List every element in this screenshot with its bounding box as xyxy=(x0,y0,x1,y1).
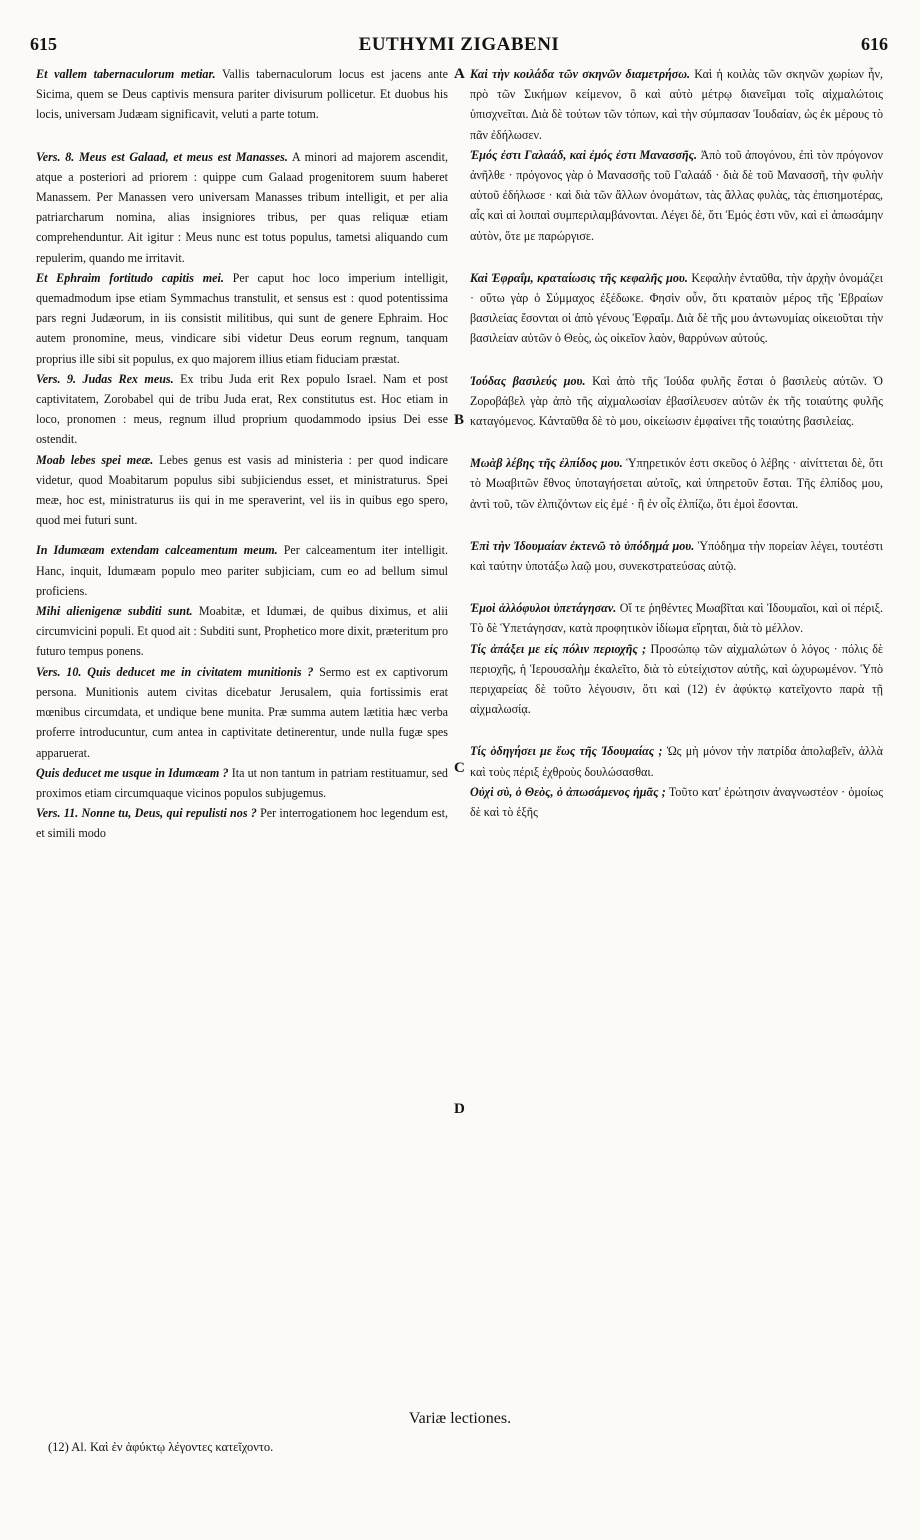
latin-paragraph xyxy=(36,601,448,662)
page-number-left: 615 xyxy=(30,34,57,54)
latin-text: Ita ut non tantum in patriam restituamur, sed proximos etiam circumquaque vicinos populos subjugemus. xyxy=(36,765,448,800)
latin-paragraph xyxy=(36,803,448,843)
greek-text: Καὶ ἡ κοιλὰς τῶν σκηνῶν χωρίων ἦν, πρὸ τῶν Σικήμων κείμενον, ὃ καὶ αὐτὸ μέτρῳ διανεῖμαι τοῖς αἰχμαλώτοις ὑπισχνεῖται. Διὰ δὲ τούτων τῶν τόπων, καὶ τὴν σύμπασαν Ἰουδαίαν, ὡς ἐκ μέρους τὸ πᾶν ἐδήλωσεν. xyxy=(470,67,883,142)
greek-lemma: Καὶ Ἐφραΐμ, κραταίωσις τῆς κεφαλῆς μου. xyxy=(470,270,688,285)
greek-text: Προσώπῳ τῶν αἰχμαλώτων ὁ λόγος · πόλις δὲ περιοχῆς, ἡ Ἱερουσαλὴμ ἐκαλεῖτο, διὰ τὸ εὐτείχιστον αὐτῆς, καὶ ὠχυρωμένον. Ὑπὸ περιχαρείας δὲ τοῦτο λέγουσιν, ὅτι καὶ (12) ἐν ἀφύκτῳ κατεῖχοντο παρὰ τῇ αἰχμαλωσίᾳ. xyxy=(470,641,883,717)
greek-text: Ἀπὸ τοῦ ἀπογόνου, ἐπὶ τὸν πρόγονον ἀνῆλθε · πρόγονος γὰρ ὁ Μανασσῆς τοῦ Γαλαάδ · διὰ δὲ τοῦ Μανασσῆ, τὴν φυλὴν αὐτοῦ ἐδήλωσε · καὶ διὰ τῶν ἄλλων ὀνομάτων, τὰς ἄλλας φυλὰς, τὰς ἐπισημοτέρας, αἷς καὶ αἱ λοιπαὶ συμπεριλαμβάνονται. Λέγει δὲ, ὅτι Ἐμός ἐστι νῦν, καὶ εἰ ἀπωσάμην αὐτὸν, ὅτε με παρώργισε. xyxy=(470,147,883,243)
latin-text: Per calceamentum iter intelligit. Hanc, inquit, Idumæam populo meo pariter subjiciam, cum eo ad bellum simul proficiens. xyxy=(36,543,448,598)
greek-paragraph xyxy=(470,639,883,720)
greek-text: Οἵ τε ῥηθέντες Μωαβῖται καὶ Ἰδουμαῖοι, καὶ οἱ πέριξ. Τὸ δὲ Ὑπετάγησαν, κατὰ προφητικὸν ἰδίωμα εἴρηται, διὰ τὸ μέλλον. xyxy=(470,601,883,636)
latin-paragraph xyxy=(36,662,448,763)
greek-lemma: Ἐμοὶ ἀλλόφυλοι ὑπετάγησαν. xyxy=(470,601,617,616)
greek-paragraph xyxy=(470,598,883,638)
latin-lemma: Quis deducet me usque in Idumæam ? xyxy=(36,765,229,780)
running-title: EUTHYMI ZIGABENI xyxy=(358,34,560,55)
greek-paragraph xyxy=(470,782,883,822)
latin-lemma: Moab lebes spei meæ. xyxy=(36,452,154,467)
greek-lemma: Οὐχὶ σὺ, ὁ Θεὸς, ὁ ἀπωσάμενος ἡμᾶς ; xyxy=(470,784,666,799)
latin-column xyxy=(36,64,448,844)
greek-lemma: Ἐπὶ τὴν Ἰδουμαίαν ἐκτενῶ τὸ ὑπόδημά μου. xyxy=(470,538,695,553)
latin-paragraph xyxy=(36,64,448,125)
page-header xyxy=(30,34,888,58)
greek-paragraph xyxy=(470,64,883,145)
page-number-right: 616 xyxy=(861,34,888,54)
latin-lemma: In Idumæam extendam calceamentum meum. xyxy=(36,543,278,558)
greek-lemma: Τίς ἀπάξει με εἰς πόλιν περιοχῆς ; xyxy=(470,641,647,656)
latin-lemma: Vers. 8. Meus est Galaad, et meus est Manasses. xyxy=(36,149,288,164)
latin-text: A minori ad majorem ascendit, atque a posteriori ad priorem : quippe cum Galaad progenitorem suum haberet Manassem. Per Manassen vero universam Manasses tribum intelligit, et per alia patriarcharum nomina, alias insigniores tribus, per quas reliquæ etiam comprehenduntur. Ait igitur : Meus nunc est totus populus, tametsi aliquando cum repulerim, quando me irritavit. xyxy=(36,149,448,265)
section-marker-a: A xyxy=(454,66,465,82)
latin-lemma: Vers. 9. Judas Rex meus. xyxy=(36,371,174,386)
latin-paragraph xyxy=(36,540,448,601)
latin-paragraph xyxy=(36,147,448,268)
variant-reading-note: (12) Al. Καὶ ἐν ἀφύκτῳ λέγοντες κατεῖχοντο. xyxy=(48,1440,274,1454)
latin-text: Vallis tabernaculorum locus est jacens ante Sicima, quem se Deus captivis mensura pariter divisurum pollicetur. Et duobus his locis, universam Judæam significavit, veluti a parte totum. xyxy=(36,67,448,122)
greek-lemma: Καὶ τὴν κοιλάδα τῶν σκηνῶν διαμετρήσω. xyxy=(470,67,691,81)
latin-lemma: Et Ephraim fortitudo capitis mei. xyxy=(36,270,224,285)
greek-lemma: Τίς ὁδηγήσει με ἕως τῆς Ἰδουμαίας ; xyxy=(470,744,663,759)
greek-lemma: Ἐμός ἐστι Γαλαάδ, καὶ ἐμός ἐστι Μανασσῆς. xyxy=(470,147,698,162)
section-marker-b: B xyxy=(454,412,465,428)
greek-lemma: Ἰούδας βασιλεύς μου. xyxy=(470,373,586,388)
greek-text: Ὑπόδημα τὴν πορείαν λέγει, τουτέστι καὶ ταύτην ὑποτάξω λαῷ μου, συνεκστρατεύσας αὐτῷ. xyxy=(470,538,883,574)
greek-paragraph xyxy=(470,371,883,432)
greek-text: Ὑπηρετικόν ἐστι σκεῦος ὁ λέβης · αἰνίττεται δὲ, ὅτι τὸ Μωαβιτῶν ἔθνος ὑποταγήσεται αὐτοῖς, καὶ ὑπηρετοῦν ἔσται. Τῆς ἐλπίδος μου, ἀντὶ τοῦ, τῶν ἐλπιζόντων εἰς ἐμέ · ἢ ἐν οἷς ἐλπίζω, ὅτι ἐμοὶ ἔσονται. xyxy=(470,456,883,511)
latin-text: Sermo est ex captivorum persona. Munitionis autem civitas dicebatur Jerusalem, quia fortissimis erat mœnibus circumdata, et undique bene munita. Præ summa autem lætitia hæc verba proferre introducuntur, cum antea in captivitate detinerentur, unde nulla fugæ spes apparuerat. xyxy=(36,664,448,760)
latin-text: Per caput hoc loco imperium intelligit, quemadmodum ipse etiam Symmachus transtulit, et sensus est : quod potentissima pars regni Judæorum, in iis consistit militibus, qui sunt de genere Ephraim. Hoc autem pronomine, meus, vindicare sibi videtur Deus eorum regnum, tanquam proprius ille sibi sit populus, ex quo majorem illius etiam fiduciam præstat. xyxy=(36,270,448,366)
greek-text: Τοῦτο κατ' ἐρώτησιν ἀναγνωστέον · ὁμοίως δὲ καὶ τὸ ἑξῆς xyxy=(470,784,883,820)
greek-paragraph xyxy=(470,268,883,349)
latin-text: Ex tribu Juda erit Rex populo Israel. Nam et post captivitatem, Zorobabel qui de tribu Juda erat, Rex constitutus est. Hoc etiam in loco, pronomen : meus, regnum illud proprium quodammodo ipsius Dei esse ostendit. xyxy=(36,371,448,447)
section-marker-d: D xyxy=(454,1101,465,1117)
greek-paragraph xyxy=(470,453,883,514)
greek-text: Ὡς μὴ μόνον τὴν πατρίδα ἀπολαβεῖν, ἀλλὰ καὶ τοὺς πέριξ ἐχθροὺς δουλώσασθαι. xyxy=(470,744,883,779)
greek-lemma: Μωὰβ λέβης τῆς ἐλπίδος μου. xyxy=(470,456,623,471)
latin-lemma: Vers. 10. Quis deducet me in civitatem munitionis ? xyxy=(36,664,314,679)
variant-readings-title: Variæ lectiones. xyxy=(408,1410,512,1427)
latin-text: Moabitæ, et Idumæi, de quibus diximus, et alii circumvicini populi. Et quod ait : Subditi sunt, Prophetico more dixit, præteritum pro futuro tempus ponens. xyxy=(36,604,448,659)
latin-text: Per interrogationem hoc legendum est, et simili modo xyxy=(36,806,448,841)
latin-paragraph xyxy=(36,268,448,369)
latin-lemma: Vers. 11. Nonne tu, Deus, qui repulisti nos ? xyxy=(36,806,257,821)
latin-paragraph xyxy=(36,763,448,803)
section-marker-c: C xyxy=(454,760,465,776)
greek-paragraph xyxy=(470,536,883,576)
latin-paragraph xyxy=(36,450,448,531)
latin-text: Lebes genus est vasis ad ministeria : per quod indicare videtur, quod Moabitarum populus sibi subjiciendus esset, et ministraturus. Spei meæ, hoc est, ministraturus iis qui in me speraverint, vel iis in quibus ego spero, quod mei futuri sunt. xyxy=(36,452,448,528)
greek-column xyxy=(470,64,883,822)
latin-lemma: Mihi alienigenæ subditi sunt. xyxy=(36,604,193,619)
latin-lemma: Et vallem tabernaculorum metiar. xyxy=(36,67,216,81)
greek-text: Καὶ ἀπὸ τῆς Ἰούδα φυλῆς ἔσται ὁ βασιλεὺς αὐτῶν. Ὁ Ζοροβάβελ γὰρ ἀπὸ τῆς αἰχμαλωσίαν ἐβασίλευσεν αὐτῶν ἐκ τῆς τοιαύτης φυλῆς καταγόμενος. Κἀνταῦθα δὲ τὸ μου, οἰκείωσιν ἐμφαίνει τῆς τοιαύτης βασιλείας. xyxy=(470,373,883,429)
greek-text: Κεφαλὴν ἐνταῦθα, τὴν ἀρχὴν ὀνομάζει · οὕτω γὰρ ὁ Σύμμαχος ἐξέδωκε. Φησὶν οὖν, ὅτι κραταιὸν μέρος τῆς Ἑβραίων βασιλείας ἔσονται οἱ ἀπὸ γένους Ἐφραΐμ. Διὰ δὲ τῆς μου ἀντωνυμίας οἰκειοῦται τὴν βασιλείαν αὐτῶν ὁ Θεὸς, ὡς οἰκεῖον λαὸν, θαρρύνων αὐτούς. xyxy=(470,270,883,346)
latin-paragraph xyxy=(36,369,448,450)
greek-paragraph xyxy=(470,145,883,246)
greek-paragraph xyxy=(470,741,883,781)
